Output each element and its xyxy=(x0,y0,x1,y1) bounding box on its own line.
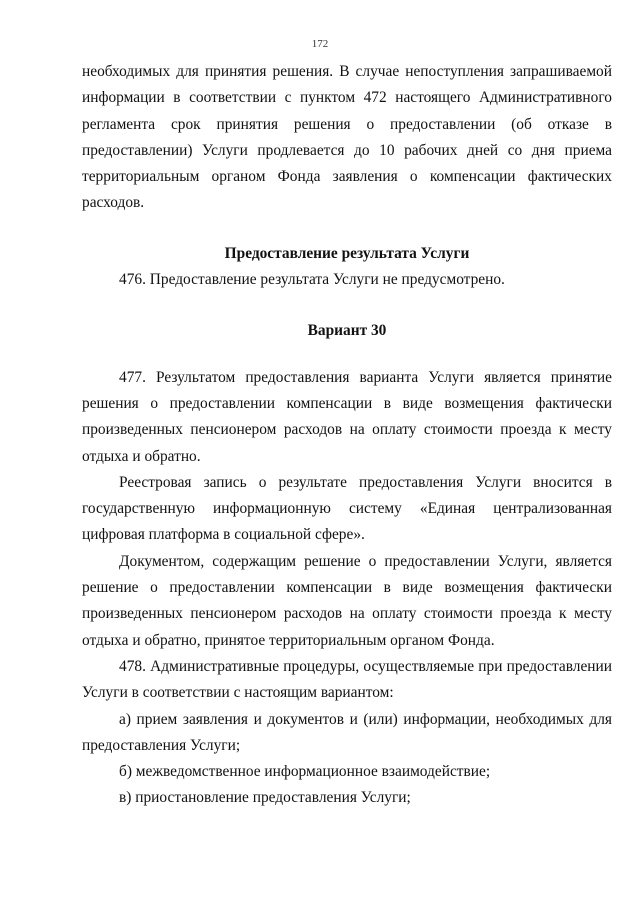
spacer xyxy=(82,293,612,318)
spacer xyxy=(82,217,612,241)
section-heading-result: Предоставление результата Услуги xyxy=(224,244,470,262)
document-body xyxy=(82,59,612,812)
list-item: б) межведомственное информационное взаимодействие; xyxy=(119,763,491,781)
paragraph-478: 478. Административные процедуры, осуществляемые при предоставлении Услуги в соответствии с настоящим вариантом: xyxy=(82,657,612,702)
paragraph-registry: Реестровая запись о результате предоставления Услуги вносится в государственную информационную систему «Единая централизованная цифровая платформа в социальной сфере». xyxy=(82,473,612,544)
intro-paragraph: необходимых для принятия решения. В случае непоступления запрашиваемой информации в соответствии с пунктом 472 настоящего Административного регламента срок принятия решения о предоставлении (об отказе в предоставлении) Услуги продлевается до 10 рабочих дней со дня приема территориальным органом Фонда заявления о компенсации фактических расходов. xyxy=(82,63,612,212)
spacer xyxy=(82,345,612,365)
paragraph-476: 476. Предоставление результата Услуги не предусмотрено. xyxy=(119,271,505,289)
paragraph-document: Документом, содержащим решение о предоставлении Услуги, является решение о предоставлении компенсации в виде возмещения фактически произведенных пенсионером расходов на оплату стоимости проезда к месту отдыха и обратно, принятое территориальным органом Фонда. xyxy=(82,552,612,649)
page-number: 172 xyxy=(311,38,329,50)
list-item: в) приостановление предоставления Услуги; xyxy=(119,789,411,807)
section-heading-variant: Вариант 30 xyxy=(307,322,387,340)
list-item: а) прием заявления и документов и (или) информации, необходимых для предоставления Услуги; xyxy=(82,710,612,754)
paragraph-477: 477. Результатом предоставления варианта Услуги является принятие решения о предоставлении компенсации в виде возмещения фактически произведенных пенсионером расходов на оплату стоимости проезда к месту отдыха и обратно. xyxy=(82,368,612,465)
